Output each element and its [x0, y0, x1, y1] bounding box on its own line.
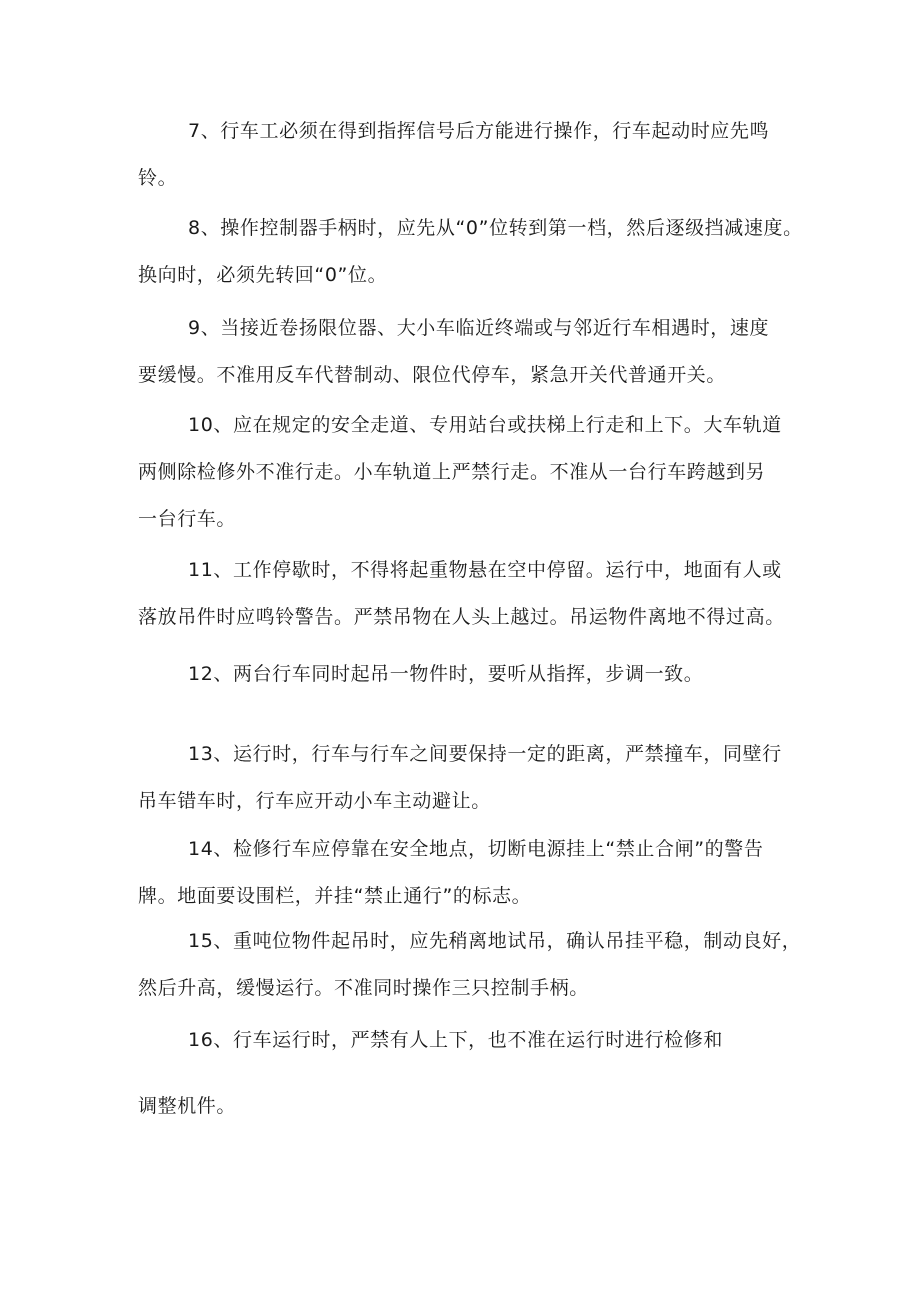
- paragraph-line: 铃。: [138, 167, 178, 189]
- paragraph-line: 9、当接近卷扬限位器、大小车临近终端或与邻近行车相遇时，速度: [188, 317, 770, 339]
- paragraph-9: [138, 305, 769, 399]
- paragraph-7: [138, 108, 769, 202]
- paragraph-14: [138, 826, 763, 920]
- paragraph-10: [138, 402, 782, 543]
- paragraph-line: 16、行车运行时，严禁有人上下，也不准在运行时进行检修和: [188, 1029, 723, 1051]
- paragraph-line: 两侧除检修外不准行走。小车轨道上严禁行走。不准从一台行车跨越到另: [138, 461, 766, 483]
- paragraph-line: 调整机件。: [138, 1095, 237, 1117]
- paragraph-12: [138, 651, 703, 698]
- paragraph-line: 10、应在规定的安全走道、专用站台或扶梯上行走和上下。大车轨道: [188, 414, 782, 436]
- paragraph-line: 8、操作控制器手柄时，应先从“0”位转到第一档，然后逐级挡减速度。: [188, 217, 803, 239]
- paragraph-line: 然后升高，缓慢运行。不准同时操作三只控制手柄。: [138, 977, 589, 999]
- paragraph-line: 要缓慢。不准用反车代替制动、限位代停车，紧急开关代普通开关。: [138, 364, 727, 386]
- paragraph-line: 11、工作停歇时，不得将起重物悬在空中停留。运行中，地面有人或: [188, 559, 782, 581]
- paragraph-line: 一台行车。: [138, 508, 237, 530]
- paragraph-line: 15、重吨位物件起吊时，应先稍离地试吊，确认吊挂平稳，制动良好，: [188, 930, 802, 952]
- paragraph-16-continuation: [138, 1083, 236, 1130]
- paragraph-8: [138, 205, 803, 299]
- paragraph-15: [138, 918, 801, 1012]
- paragraph-16: [138, 1017, 723, 1064]
- paragraph-line: 落放吊件时应鸣铃警告。严禁吊物在人头上越过。吊运物件离地不得过高。: [138, 606, 785, 628]
- paragraph-line: 换向时，必须先转回“0”位。: [138, 264, 388, 286]
- paragraph-line: 12、两台行车同时起吊一物件时，要听从指挥，步调一致。: [188, 663, 704, 685]
- paragraph-11: [138, 547, 785, 641]
- paragraph-13: [138, 731, 782, 825]
- paragraph-line: 吊车错车时，行车应开动小车主动避让。: [138, 790, 491, 812]
- paragraph-line: 7、行车工必须在得到指挥信号后方能进行操作，行车起动时应先鸣: [188, 120, 770, 142]
- paragraph-line: 牌。地面要设围栏，并挂“禁止通行”的标志。: [138, 885, 532, 907]
- paragraph-line: 14、检修行车应停靠在安全地点，切断电源挂上“禁止合闸”的警告: [188, 838, 764, 860]
- paragraph-line: 13、运行时，行车与行车之间要保持一定的距离，严禁撞车，同壁行: [188, 743, 782, 765]
